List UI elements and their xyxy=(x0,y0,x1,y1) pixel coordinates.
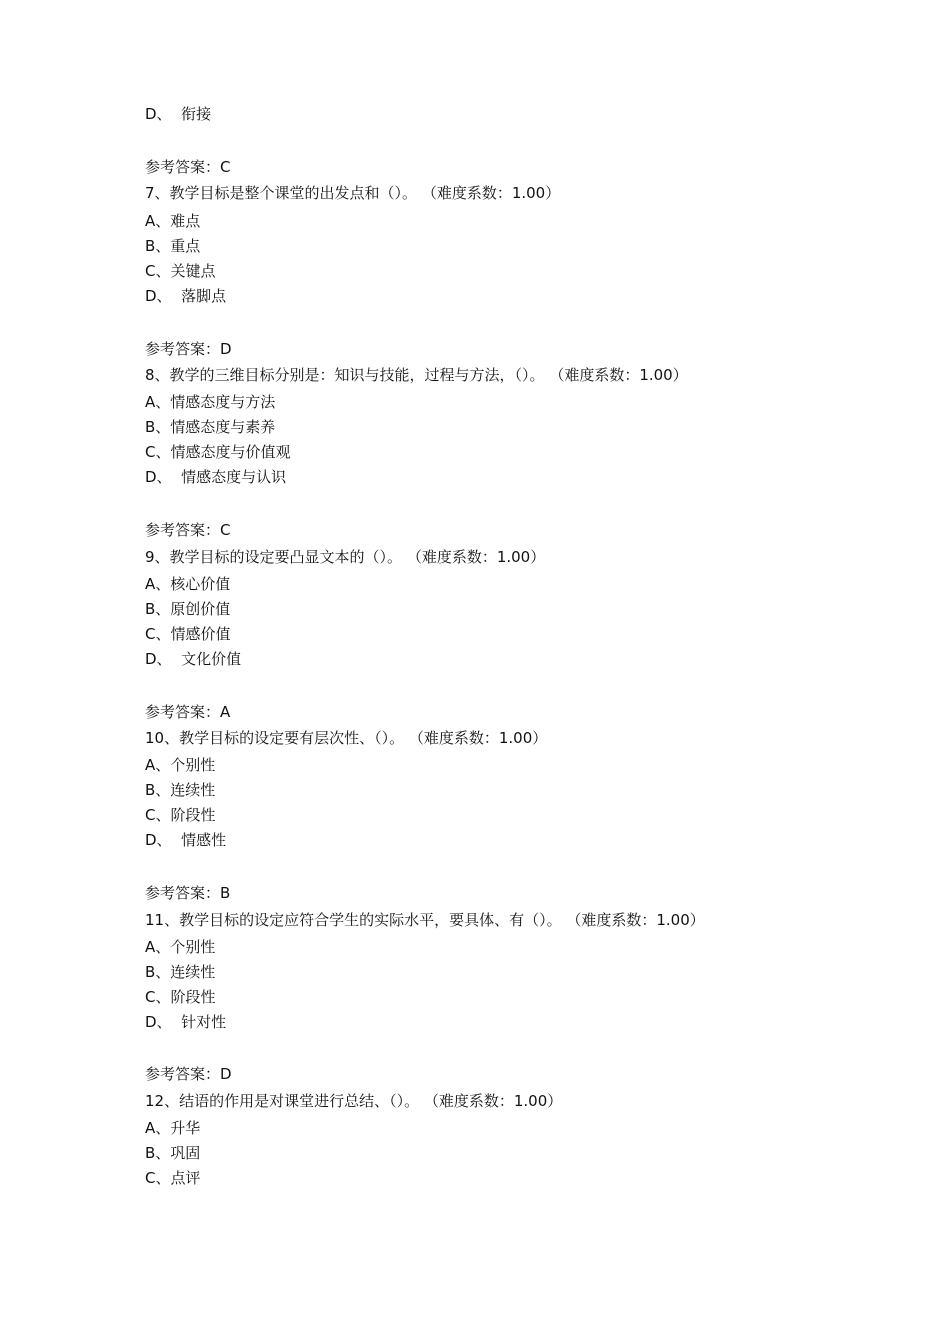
option-line: A、情感态度与方法 xyxy=(145,393,276,411)
option-line: D、 文化价值 xyxy=(145,650,242,668)
option-line: A、核心价值 xyxy=(145,575,231,593)
question-line: 12、结语的作用是对课堂进行总结、（）。 （难度系数：1.00） xyxy=(145,1092,563,1110)
option-line: B、连续性 xyxy=(145,781,216,799)
option-line: A、个别性 xyxy=(145,756,216,774)
question-line: 11、教学目标的设定应符合学生的实际水平，要具体、有（）。 （难度系数：1.00） xyxy=(145,911,705,929)
question-line: 8、教学的三维目标分别是：知识与技能，过程与方法，（）。 （难度系数：1.00） xyxy=(145,366,688,384)
option-line: B、情感态度与素养 xyxy=(145,418,276,436)
option-line: D、 落脚点 xyxy=(145,287,227,305)
answer-line: 参考答案：C xyxy=(145,158,231,176)
option-line: D、 情感性 xyxy=(145,831,227,849)
option-line: A、难点 xyxy=(145,212,201,230)
answer-line: 参考答案：C xyxy=(145,521,231,539)
option-line: D、 针对性 xyxy=(145,1013,227,1031)
question-line: 9、教学目标的设定要凸显文本的（）。 （难度系数：1.00） xyxy=(145,548,546,566)
option-line: C、情感态度与价值观 xyxy=(145,443,291,461)
option-line: D、 情感态度与认识 xyxy=(145,468,287,486)
option-line: C、阶段性 xyxy=(145,806,216,824)
option-line: B、连续性 xyxy=(145,963,216,981)
option-line: C、关键点 xyxy=(145,262,216,280)
option-line: C、阶段性 xyxy=(145,988,216,1006)
answer-line: 参考答案：D xyxy=(145,1065,232,1083)
option-line: C、点评 xyxy=(145,1169,201,1187)
option-line: B、重点 xyxy=(145,237,201,255)
question-line: 10、教学目标的设定要有层次性、（）。 （难度系数：1.00） xyxy=(145,729,548,747)
answer-line: 参考答案：B xyxy=(145,884,231,902)
answer-line: 参考答案：A xyxy=(145,703,231,721)
option-line: A、升华 xyxy=(145,1119,201,1137)
option-line: A、个别性 xyxy=(145,938,216,956)
option-line: B、巩固 xyxy=(145,1144,201,1162)
question-line: 7、教学目标是整个课堂的出发点和（）。 （难度系数：1.00） xyxy=(145,184,561,202)
answer-line: 参考答案：D xyxy=(145,340,232,358)
option-line: D、 衔接 xyxy=(145,105,212,123)
option-line: C、情感价值 xyxy=(145,625,231,643)
option-line: B、原创价值 xyxy=(145,600,231,618)
